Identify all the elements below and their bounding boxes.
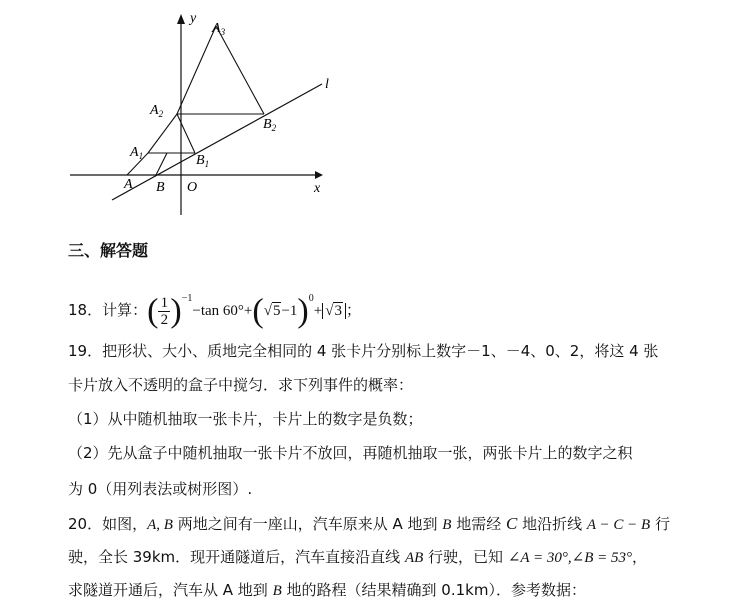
q19-line-5: 为 0（用列表法或树形图）.: [68, 480, 253, 498]
q18-fraction: $\frac{1}{2}$: [158, 295, 170, 328]
q19-line-2: 卡片放入不透明的盒子中搅匀．求下列事件的概率：: [68, 376, 414, 394]
q20-line-1: 20．如图，A, B 两地之间有一座山，汽车原来从 A 地到 B 地需经 C 地沿折线 A − C − B 行: [68, 514, 670, 533]
q20-line-3: 求隧道开通后，汽车从 A 地到 B 地的路程（结果精确到 0.1km）．参考数据：: [68, 581, 586, 599]
q19-line-1: 19．把形状、大小、质地完全相同的 4 张卡片分别标上数字－1、－4、0、2，将这 4 张: [68, 342, 659, 360]
q18-prefix: 18．计算：: [68, 301, 148, 319]
geometry-figure: [60, 8, 350, 223]
label-b: B: [156, 180, 165, 195]
label-x: x: [314, 181, 321, 196]
section-heading: 三、解答题: [68, 241, 149, 260]
y-axis-arrow-icon: [177, 14, 185, 24]
x-axis-arrow-icon: [315, 171, 323, 179]
line-l: [112, 84, 322, 200]
label-b1: $B_1$: [196, 153, 210, 169]
label-y: y: [190, 11, 197, 26]
triangle-3: [177, 26, 264, 114]
question-18: 18．计算：( $\frac{1}{2}$ )$^{-1}$−tan $60^\circ+(√5-1)^0+ √3$ ；: [68, 292, 361, 330]
label-a2: $A_2$: [150, 103, 164, 119]
q20-line-2: 驶，全长 39km．现开通隧道后，汽车直接沿直线 AB 行驶，已知 ∠A = 30°,∠B = 53°，: [68, 548, 648, 566]
label-b2: $B_2$: [263, 117, 277, 133]
triangle-2: [148, 114, 195, 153]
q19-line-3: （1）从中随机抽取一张卡片，卡片上的数字是负数；: [68, 410, 423, 428]
label-a: A: [124, 177, 133, 192]
q18-formula: ( $\frac{1}{2}$ )$^{-1}$−tan $60^\circ+(√5-1)^0+ √3$: [147, 303, 346, 319]
label-l: l: [325, 77, 329, 92]
label-origin: O: [187, 180, 198, 195]
label-a3: $A_3$: [212, 21, 226, 37]
label-a1: $A_1$: [130, 145, 144, 161]
q19-line-4: （2）先从盒子中随机抽取一张卡片不放回，再随机抽取一张，两张卡片上的数字之积: [68, 444, 633, 462]
